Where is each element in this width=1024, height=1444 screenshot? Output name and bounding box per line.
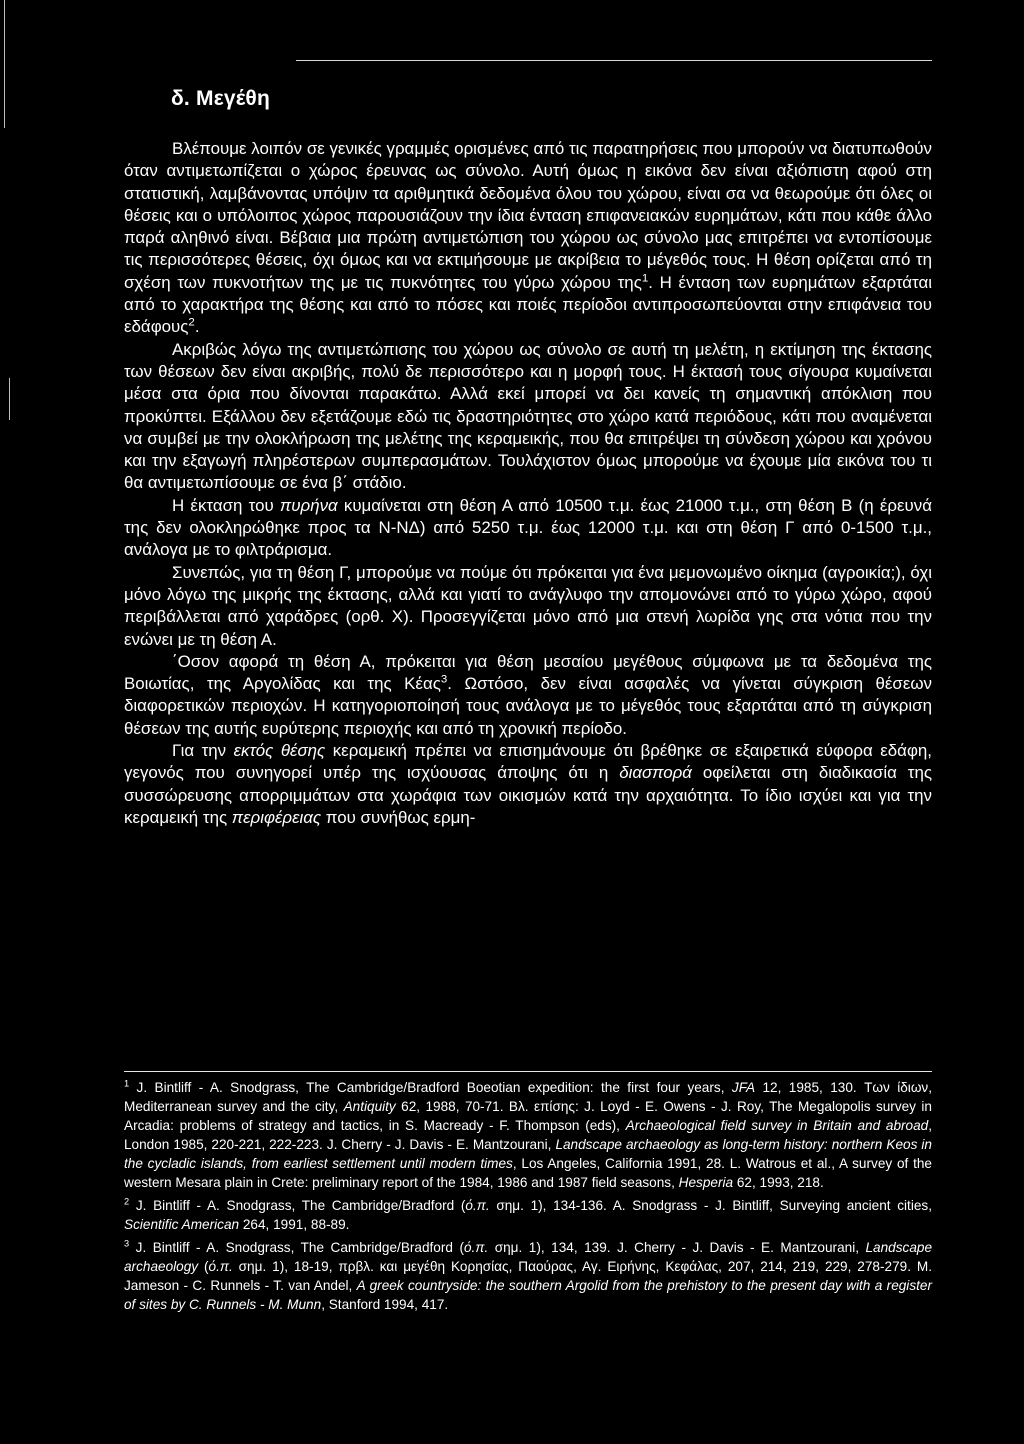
- body-paragraph: [124, 740, 932, 829]
- text-run: J. Bintliff - A. Snodgrass, The Cambridge/Bradford (: [129, 1198, 466, 1213]
- italic-text: Landscape archaeology as long-term history: northern Keos in the cycladic islands, from earliest settlement until modern times: [124, 1137, 932, 1171]
- text-run: σημ. 1), 134, 139. J. Cherry - J. Davis - E. Mantzourani,: [488, 1240, 866, 1255]
- body-paragraph: [124, 138, 932, 339]
- footnote-ref: 2: [124, 1196, 130, 1207]
- footnote-ref: 1: [124, 1078, 130, 1089]
- text-run: που συνήθως ερμη-: [321, 807, 476, 827]
- text-run: , Los Angeles, California 1991, 28. L. Watrous et al., A survey of the western Mesara plain in Crete: preliminary report of the 1984, 1986 and 1987 field seasons,: [124, 1156, 932, 1190]
- text-run: σημ. 1), 134-136. A. Snodgrass - J. Bintliff, Surveying ancient cities,: [489, 1198, 932, 1213]
- italic-text: A greek countryside: the southern Argolid from the prehistory to the present day with a register of sites by C. Runnels - M. Munn: [124, 1278, 932, 1312]
- body-paragraph: [124, 339, 932, 495]
- italic-text: Scientific American: [124, 1217, 240, 1232]
- footnote: [124, 1078, 932, 1192]
- body-paragraph: [124, 495, 932, 562]
- text-run: σημ. 1), 18-19, πρβλ. και μεγέθη Κορησίας, Παούρας, Αγ. Ειρήνης, Κεφάλας, 207, 214, 219, 229, 278-279. M. Jameson - C. Runnels - T. van Andel,: [124, 1259, 932, 1293]
- italic-text: Antiquity: [343, 1099, 396, 1114]
- scan-edge-mark: [9, 378, 10, 420]
- text-run: οφείλεται στη διαδικασία της συσσώρευσης απορριμμάτων στα χωράφια των οικισμών κατά την αρχαιότητα. Το ίδιο ισχύει και για την κεραμεική της: [124, 763, 932, 827]
- text-run: J. Bintliff - A. Snodgrass, The Cambridge/Bradford Boeotian expedition: the first four years,: [129, 1080, 732, 1095]
- section-heading: δ. Μεγέθη: [171, 87, 270, 110]
- text-run: Συνεπώς, για τη θέση Γ, μπορούμε να πούμε ότι πρόκειται για ένα μεμονωμένο οίκημα (αγροικία;), όχι μόνο λόγω της μικρής της έκτασης, αλλά και γιατί το ανάγλυφο την απομονώνει από το γύρω χώρο, αφού περιβάλλεται από χαράδρες (ορθ. Χ). Προσεγγίζεται μόνο από μια στενή λωρίδα γης στα νότια που την ενώνει με τη θέση Α.: [124, 562, 932, 649]
- text-run: . Ωστόσο, δεν είναι ασφαλές να γίνεται σύγκριση θέσεων διαφορετικών περιοχών. Η κατηγοριοποίησή τους ανάλογα με το μέγεθός τους εξαρτάται από τη σύγκριση θέσεων της αυτής ευρύτερης περιοχής και από τη χρονική περίοδο.: [124, 674, 932, 738]
- italic-text: Hesperia: [678, 1175, 734, 1190]
- italic-text: ό.π.: [465, 1198, 490, 1213]
- footnote-ref: 3: [124, 1238, 130, 1249]
- footnote: [124, 1196, 932, 1234]
- text-run: Η έκταση του: [172, 495, 280, 515]
- text-run: Βλέπουμε λοιπόν σε γενικές γραμμές ορισμένες από τις παρατηρήσεις που μπορούν να διατυπωθούν όταν αντιμετωπίζεται ο χώρος έρευνας ως σύνολο. Αυτή όμως η εικόνα δεν είναι αξιόπιστη αφού στη στατιστική, λαμβάνοντας υπόψιν τα αριθμητικά δεδομένα όλου του χώρου, είναι σα να θεωρούμε ότι όλες οι θέσεις και ο υπόλοιπος χώρος παρουσιάζουν την ίδια ένταση επιφανειακών ευρημάτων, κάτι που κάθε άλλο παρά αληθινό είναι. Βέβαια μια πρώτη αντιμετώπιση του χώρου ως σύνολο μας επιτρέπει να εντοπίσουμε τις περισσότερες θέσεις, όχι όμως και να εκτιμήσουμε με ακρίβεια το μέγεθός τους. Η θέση ορίζεται από τη σχέση των πυκνοτήτων της με τις πυκνότητες του γύρω χώρου της: [124, 139, 932, 292]
- footnote-ref: 3: [440, 673, 448, 686]
- italic-text: ό.π.: [208, 1259, 233, 1274]
- footnote: [124, 1238, 932, 1314]
- scan-edge-mark: [4, 0, 5, 128]
- italic-text: JFA: [731, 1080, 756, 1095]
- text-run: 12, 1985, 130. Των ίδιων, Mediterranean survey and the city,: [124, 1080, 933, 1114]
- body-paragraph: [124, 651, 932, 740]
- text-run: Ακριβώς λόγω της αντιμετώπισης του χώρου ως σύνολο σε αυτή τη μελέτη, η εκτίμηση της έκτασης των θέσεων δεν είναι ακριβής, πολύ δε περισσότερο και η μορφή τους. Η έκτασή τους σίγουρα κυμαίνεται μέσα στα όρια που δίνονται παρακάτω. Αλλά εκεί μπορεί να δει κανείς τη σημαντική απόκλιση που προκύπτει. Εξάλλου δεν εξετάζουμε εδώ τις δραστηριότητες στο χώρο κατά περιόδους, κάτι που αναμένεται να συμβεί με την ολοκλήρωση της μελέτης της κεραμεικής, που θα επιτρέψει τη σύνδεση χώρου και χρόνου και την εξαγωγή πληρέστερων συμπερασμάτων. Τουλάχιστον όμως μπορούμε να έχουμε μία εικόνα του τι θα αντιμετωπίσουμε σε ένα β΄ στάδιο.: [124, 339, 932, 493]
- italic-text: Archaeological field survey in Britain and abroad: [625, 1118, 929, 1133]
- italic-text: ό.π.: [464, 1240, 489, 1255]
- text-run: .: [194, 317, 200, 337]
- text-run: , Stanford 1994, 417.: [321, 1297, 449, 1312]
- text-run: (: [198, 1259, 209, 1274]
- text-run: Για την: [172, 741, 234, 761]
- top-rule: [296, 60, 932, 61]
- footnotes: [124, 1078, 932, 1318]
- text-run: 62, 1988, 70-71. Βλ. επίσης: J. Loyd - E. Owens - J. Roy, The Megalopolis survey in Arcadia: problems of strategy and tactics, in S. Macready - F. Thompson (eds),: [124, 1099, 932, 1133]
- footnote-rule: [124, 1071, 932, 1072]
- italic-text: Landscape archaeology: [124, 1240, 933, 1274]
- text-run: J. Bintliff - A. Snodgrass, The Cambridge/Bradford (: [129, 1240, 464, 1255]
- footnote-ref: 2: [188, 316, 195, 329]
- text-run: ΄Οσον αφορά τη θέση Α, πρόκειται για θέση μεσαίου μεγέθους σύμφωνα με τα δεδομένα της Βοιωτίας, της Αργολίδας και της Κέας: [124, 651, 932, 694]
- text-run: , London 1985, 220-221, 222-223. J. Cherry - J. Davis - E. Mantzourani,: [124, 1118, 932, 1152]
- text-run: 62, 1993, 218.: [733, 1175, 824, 1190]
- text-run: κυμαίνεται στη θέση Α από 10500 τ.μ. έως 21000 τ.μ., στη θέση Β (η έρευνά της δεν ολοκληρώθηκε προς τα Ν-ΝΔ) από 5250 τ.μ. έως 12000 τ.μ. και στη θέση Γ από 0-1500 τ.μ., ανάλογα με το φιλτράρισμα.: [124, 495, 932, 560]
- italic-text: διασπορά: [619, 763, 692, 783]
- body-paragraph: [124, 562, 932, 651]
- body-text: [124, 138, 932, 829]
- text-run: κεραμεική πρέπει να επισημάνουμε ότι βρέθηκε σε εξαιρετικά εύφορα εδάφη, γεγονός που συνηγορεί υπέρ της ισχύουσας άποψης ότι η: [124, 741, 932, 783]
- footnote-ref: 1: [641, 272, 649, 285]
- text-run: 264, 1991, 88-89.: [239, 1217, 350, 1232]
- text-run: . Η ένταση των ευρημάτων εξαρτάται από το χαρακτήρα της θέσης και από το πόσες και ποιές περίοδοι αντιπροσωπεύονται στην επιφάνεια του εδάφους: [124, 272, 932, 337]
- italic-text: εκτός θέσης: [233, 741, 326, 761]
- italic-text: περιφέρειας: [231, 807, 322, 827]
- italic-text: πυρήνα: [279, 495, 338, 515]
